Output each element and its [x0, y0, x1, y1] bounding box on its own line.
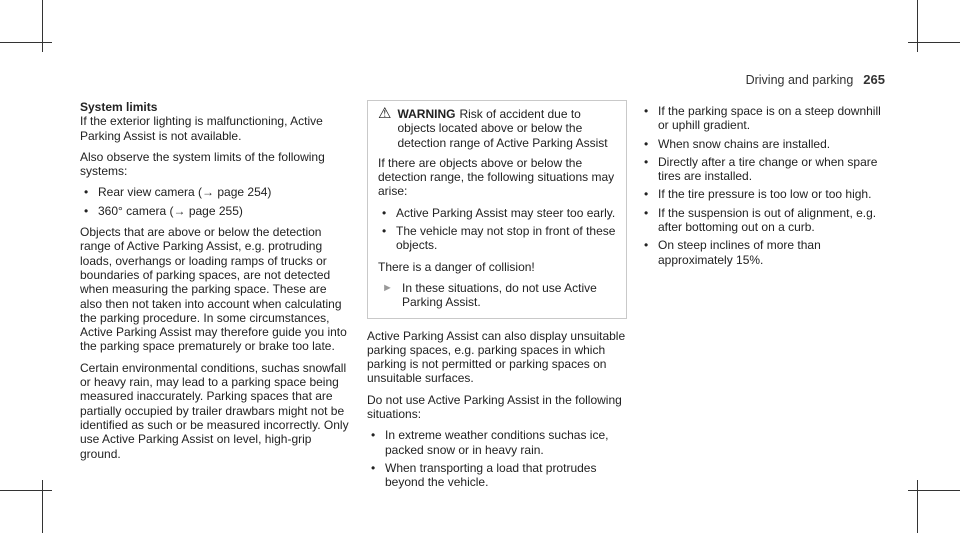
bullet-list — [378, 206, 616, 253]
list-item-text: Directly after a tire change or when spare tires are installed. — [658, 154, 878, 184]
list-item-text: Rear view camera ( — [98, 185, 203, 200]
bullet-icon: • — [371, 460, 376, 475]
action-arrow-icon: ► — [382, 281, 393, 294]
warning-title-text: Risk of accident due to objects located above or below the detection range of Active Parking Assist — [397, 107, 608, 150]
list-item-text: In extreme weather conditions suchas ice, packed snow or in heavy rain. — [385, 428, 609, 457]
warning-triangle-icon: ⚠ — [378, 105, 392, 122]
paragraph: There is a danger of collision! — [378, 259, 535, 274]
page-reference-link[interactable]: page 255) — [185, 203, 243, 218]
page-header — [746, 72, 885, 87]
list-item — [640, 104, 885, 133]
paragraph: Do not use Active Parking Assist in the following situations: — [367, 392, 622, 422]
column-right — [640, 104, 885, 274]
bullet-icon: • — [644, 205, 649, 220]
list-item — [367, 428, 627, 457]
list-item-text: On steep inclines of more than approximately 15%. — [658, 238, 821, 267]
arrow-right-icon: → — [202, 185, 215, 200]
bullet-icon: • — [84, 185, 89, 200]
warning-box — [367, 100, 627, 319]
action-text: In these situations, do not use Active Parking Assist. — [402, 280, 597, 310]
list-item-text: If the suspension is out of alignment, e.g. after bottoming out on a curb. — [658, 205, 877, 235]
list-item — [640, 187, 885, 201]
paragraph: Also observe the system limits of the following systems: — [80, 149, 325, 179]
bullet-icon: • — [382, 205, 387, 220]
paragraph: If the exterior lighting is malfunctioning, Active Parking Assist is not available. — [80, 114, 323, 143]
crop-mark — [908, 490, 960, 491]
bullet-list — [367, 428, 627, 489]
warning-heading-text — [397, 107, 616, 150]
list-item-text: The vehicle may not stop in front of these objects. — [396, 224, 616, 253]
arrow-right-icon: → — [173, 203, 186, 218]
list-item — [640, 155, 885, 184]
list-item-text: When transporting a load that protrudes beyond the vehicle. — [385, 460, 597, 490]
bullet-icon: • — [644, 104, 649, 118]
list-item — [80, 185, 350, 199]
crop-mark — [0, 42, 52, 43]
crop-mark — [917, 480, 918, 533]
list-item-text: If the tire pressure is too low or too high. — [658, 187, 872, 202]
crop-mark — [0, 490, 52, 491]
list-item-text: If the parking space is on a steep downhill or uphill gradient. — [658, 104, 881, 133]
bullet-icon: • — [644, 238, 649, 253]
bullet-list — [80, 185, 350, 218]
column-left — [80, 100, 350, 468]
list-item — [640, 137, 885, 151]
bullet-list — [640, 104, 885, 267]
page-number: 265 — [863, 72, 885, 87]
bullet-icon: • — [371, 428, 376, 443]
bullet-icon: • — [382, 224, 387, 239]
list-item-text: 360° camera ( — [98, 203, 174, 218]
bullet-icon: • — [84, 203, 89, 218]
crop-mark — [42, 480, 43, 533]
paragraph: If there are objects above or below the detection range, the following situations may arise: — [378, 155, 615, 199]
bullet-icon: • — [644, 136, 649, 151]
crop-mark — [917, 0, 918, 52]
paragraph: Objects that are above or below the detection range of Active Parking Assist, e.g. protruding loads, overhangs or loading ramps of trucks or boundaries of parking spaces, are not detected when measuring the parking space. These are also then not taken into account when calculating the parking procedure. In some circumstances, Active Parking Assist may therefore guide you into the parking space prematurely or brake too late. — [80, 225, 347, 354]
crop-mark — [908, 42, 960, 43]
page-reference-link[interactable]: page 254) — [214, 185, 272, 200]
warning-title: WARNING — [397, 107, 456, 121]
bullet-icon: • — [644, 187, 649, 202]
action-step — [378, 281, 616, 310]
paragraph: Certain environmental conditions, suchas snowfall or heavy rain, may lead to a parking space being measured inaccurately. Parking spaces that are partially occupied by trailer drawbars might not be identified as such or be measured incorrectly. Only use Active Parking Assist on level, high-grip ground. — [80, 360, 349, 461]
section-heading: System limits — [80, 100, 158, 114]
list-item-text: Active Parking Assist may steer too early. — [396, 205, 616, 220]
section-title: Driving and parking — [745, 73, 854, 87]
list-item — [378, 224, 616, 253]
list-item-text: When snow chains are installed. — [658, 136, 831, 151]
list-item — [640, 206, 885, 235]
list-item — [378, 206, 616, 220]
list-item — [640, 238, 885, 267]
bullet-icon: • — [644, 154, 649, 169]
crop-mark — [42, 0, 43, 52]
list-item — [80, 204, 350, 218]
warning-header — [378, 107, 616, 150]
column-middle — [367, 100, 627, 497]
list-item — [367, 461, 627, 490]
paragraph: Active Parking Assist can also display unsuitable parking spaces, e.g. parking spaces in which parking is not permitted or parking spaces on unsuitable surfaces. — [367, 328, 626, 386]
